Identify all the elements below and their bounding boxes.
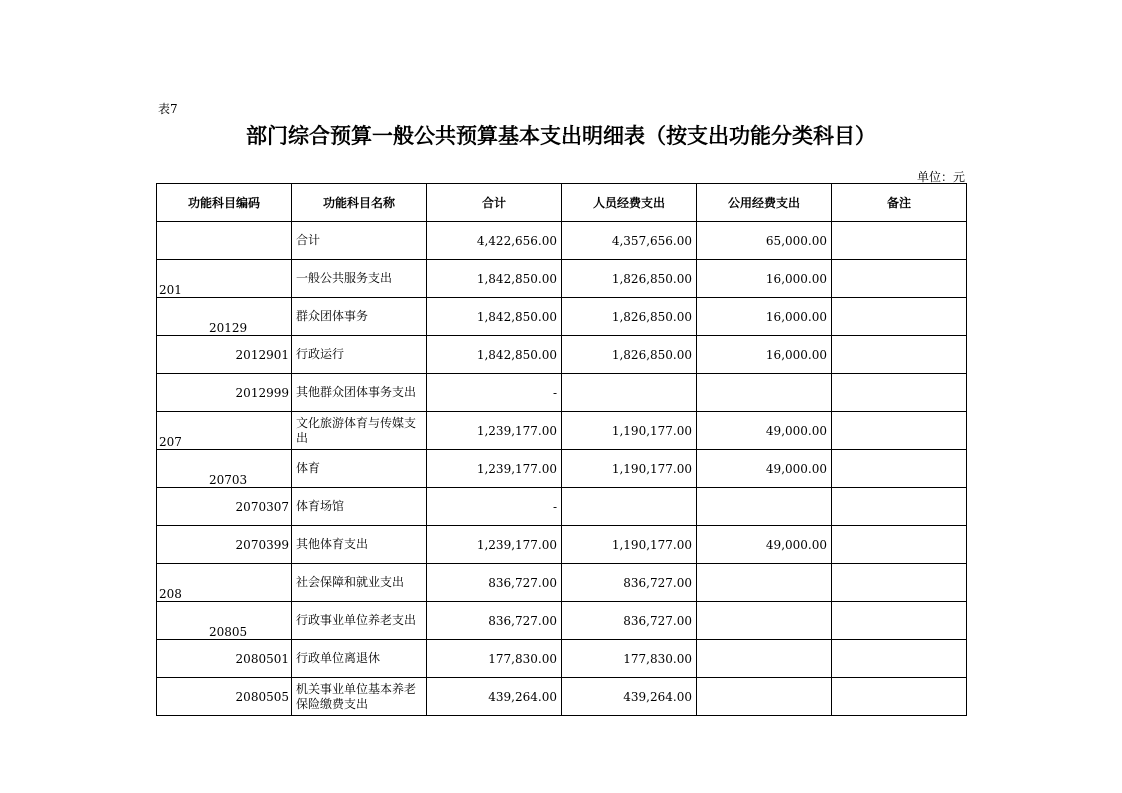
cell-name: 行政事业单位养老支出 — [292, 602, 427, 640]
cell-note — [832, 374, 967, 412]
cell-personnel — [562, 374, 697, 412]
table-row — [157, 298, 967, 336]
cell-public — [697, 374, 832, 412]
cell-name: 其他群众团体事务支出 — [292, 374, 427, 412]
cell-code: 2070307 — [157, 488, 292, 526]
cell-note — [832, 526, 967, 564]
cell-note — [832, 222, 967, 260]
cell-name: 其他体育支出 — [292, 526, 427, 564]
cell-personnel: 4,357,656.00 — [562, 222, 697, 260]
cell-personnel: 836,727.00 — [562, 564, 697, 602]
cell-total: 836,727.00 — [427, 602, 562, 640]
cell-personnel: 1,190,177.00 — [562, 450, 697, 488]
table-row — [157, 488, 967, 526]
cell-note — [832, 260, 967, 298]
cell-public: 49,000.00 — [697, 526, 832, 564]
cell-personnel: 1,826,850.00 — [562, 298, 697, 336]
cell-note — [832, 336, 967, 374]
cell-name: 文化旅游体育与传媒支出 — [292, 412, 427, 450]
cell-name: 社会保障和就业支出 — [292, 564, 427, 602]
cell-personnel — [562, 488, 697, 526]
cell-total: 1,842,850.00 — [427, 260, 562, 298]
cell-name: 合计 — [292, 222, 427, 260]
table-row — [157, 412, 967, 450]
cell-note — [832, 602, 967, 640]
cell-code: 20703 — [157, 450, 292, 488]
cell-name: 群众团体事务 — [292, 298, 427, 336]
cell-public — [697, 602, 832, 640]
cell-name: 一般公共服务支出 — [292, 260, 427, 298]
cell-code: 207 — [157, 412, 292, 450]
cell-name: 行政运行 — [292, 336, 427, 374]
cell-total: 1,239,177.00 — [427, 412, 562, 450]
cell-total: - — [427, 374, 562, 412]
cell-personnel: 1,826,850.00 — [562, 260, 697, 298]
header-row — [157, 184, 967, 222]
cell-note — [832, 564, 967, 602]
cell-code — [157, 222, 292, 260]
cell-note — [832, 450, 967, 488]
cell-public: 16,000.00 — [697, 336, 832, 374]
cell-note — [832, 298, 967, 336]
cell-code: 201 — [157, 260, 292, 298]
table-row — [157, 260, 967, 298]
cell-public: 16,000.00 — [697, 298, 832, 336]
column-header-total: 合计 — [427, 184, 562, 222]
budget-table — [156, 183, 967, 716]
cell-note — [832, 640, 967, 678]
cell-name: 机关事业单位基本养老保险缴费支出 — [292, 678, 427, 716]
table-body — [157, 222, 967, 716]
cell-public: 49,000.00 — [697, 450, 832, 488]
cell-code: 2080505 — [157, 678, 292, 716]
cell-code: 20805 — [157, 602, 292, 640]
cell-public: 16,000.00 — [697, 260, 832, 298]
cell-public — [697, 564, 832, 602]
cell-code: 2012999 — [157, 374, 292, 412]
cell-personnel: 1,190,177.00 — [562, 526, 697, 564]
cell-personnel: 177,830.00 — [562, 640, 697, 678]
table-row — [157, 564, 967, 602]
cell-name: 体育场馆 — [292, 488, 427, 526]
cell-total: 439,264.00 — [427, 678, 562, 716]
cell-public: 49,000.00 — [697, 412, 832, 450]
cell-total: 1,842,850.00 — [427, 298, 562, 336]
unit-label: 单位：元 — [916, 170, 965, 184]
cell-total: 1,239,177.00 — [427, 450, 562, 488]
cell-public — [697, 640, 832, 678]
cell-personnel: 1,190,177.00 — [562, 412, 697, 450]
cell-total: 1,239,177.00 — [427, 526, 562, 564]
cell-name: 行政单位离退休 — [292, 640, 427, 678]
cell-code: 20129 — [157, 298, 292, 336]
table-row — [157, 602, 967, 640]
cell-personnel: 1,826,850.00 — [562, 336, 697, 374]
cell-total: 836,727.00 — [427, 564, 562, 602]
cell-total: - — [427, 488, 562, 526]
cell-code: 2080501 — [157, 640, 292, 678]
cell-code: 208 — [157, 564, 292, 602]
column-header-name: 功能科目名称 — [292, 184, 427, 222]
cell-note — [832, 678, 967, 716]
table-row — [157, 374, 967, 412]
page-title: 部门综合预算一般公共预算基本支出明细表（按支出功能分类科目） — [246, 124, 876, 148]
cell-public: 65,000.00 — [697, 222, 832, 260]
cell-public — [697, 678, 832, 716]
cell-note — [832, 488, 967, 526]
table-row — [157, 336, 967, 374]
cell-personnel: 836,727.00 — [562, 602, 697, 640]
column-header-code: 功能科目编码 — [157, 184, 292, 222]
cell-code: 2070399 — [157, 526, 292, 564]
table-row — [157, 640, 967, 678]
cell-note — [832, 412, 967, 450]
table-number: 表7 — [158, 102, 178, 116]
cell-code: 2012901 — [157, 336, 292, 374]
table-row — [157, 526, 967, 564]
cell-name: 体育 — [292, 450, 427, 488]
table-row — [157, 678, 967, 716]
cell-total: 4,422,656.00 — [427, 222, 562, 260]
cell-public — [697, 488, 832, 526]
cell-total: 177,830.00 — [427, 640, 562, 678]
cell-total: 1,842,850.00 — [427, 336, 562, 374]
column-header-public: 公用经费支出 — [697, 184, 832, 222]
column-header-personnel: 人员经费支出 — [562, 184, 697, 222]
table-row — [157, 222, 967, 260]
cell-personnel: 439,264.00 — [562, 678, 697, 716]
table-row — [157, 450, 967, 488]
column-header-note: 备注 — [832, 184, 967, 222]
